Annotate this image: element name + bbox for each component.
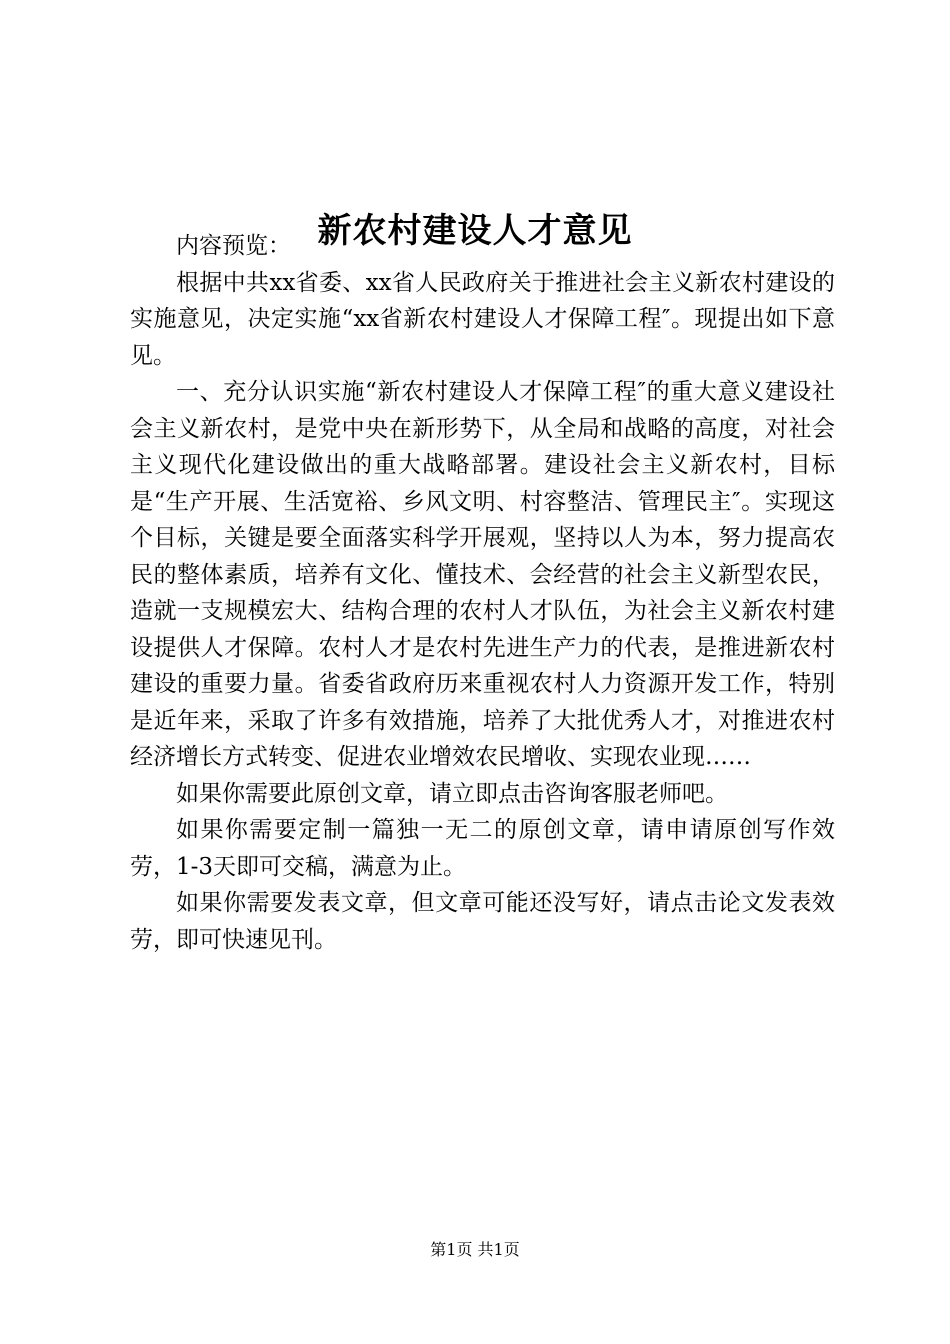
publish-paragraph: 如果你需要发表文章，但文章可能还没写好，请点击论文发表效劳，即可快速见刊。 — [130, 890, 835, 953]
page-number: 第1页 共1页 — [430, 1240, 520, 1259]
section-one-paragraph: 一、充分认识实施“新农村建设人才保障工程″的重大意义建设社会主义新农村，是党中央在新形势下，从全局和战略的高度，对社会主义现代化建设做出的重大战略部署。建设社会主义新农村，目标是“生产开展、生活宽裕、乡风文明、村容整洁、管理民主″。实现这个目标，关键是要全面落实科学开展观，坚持以人为本，努力提高农民的整体素质，培养有文化、懂技术、会经营的社会主义新型农民，造就一支规模宏大、结构合理的农村人才队伍，为社会主义新农村建设提供人才保障。农村人才是农村先进生产力的代表，是推进新农村建设的重要力量。省委省政府历来重视农村人力资源开发工作，特别是近年来，采取了许多有效措施，培养了大批优秀人才，对推进农村经济增长方式转变、促进农业增效农民增收、实现农业现…… — [130, 379, 835, 770]
document-body — [130, 228, 835, 958]
custom-writing-paragraph: 如果你需要定制一篇独一无二的原创文章，请申请原创写作效劳，1-3天即可交稿，满意为止。 — [130, 817, 835, 880]
preview-label: 内容预览： — [176, 233, 291, 259]
page-title: 新农村建设人才意见 — [317, 210, 633, 251]
intro-paragraph: 根据中共xx省委、xx省人民政府关于推进社会主义新农村建设的实施意见，决定实施“xx省新农村建设人才保障工程″。现提出如下意见。 — [130, 269, 835, 369]
consult-paragraph: 如果你需要此原创文章，请立即点击咨询客服老师吧。 — [176, 780, 728, 807]
